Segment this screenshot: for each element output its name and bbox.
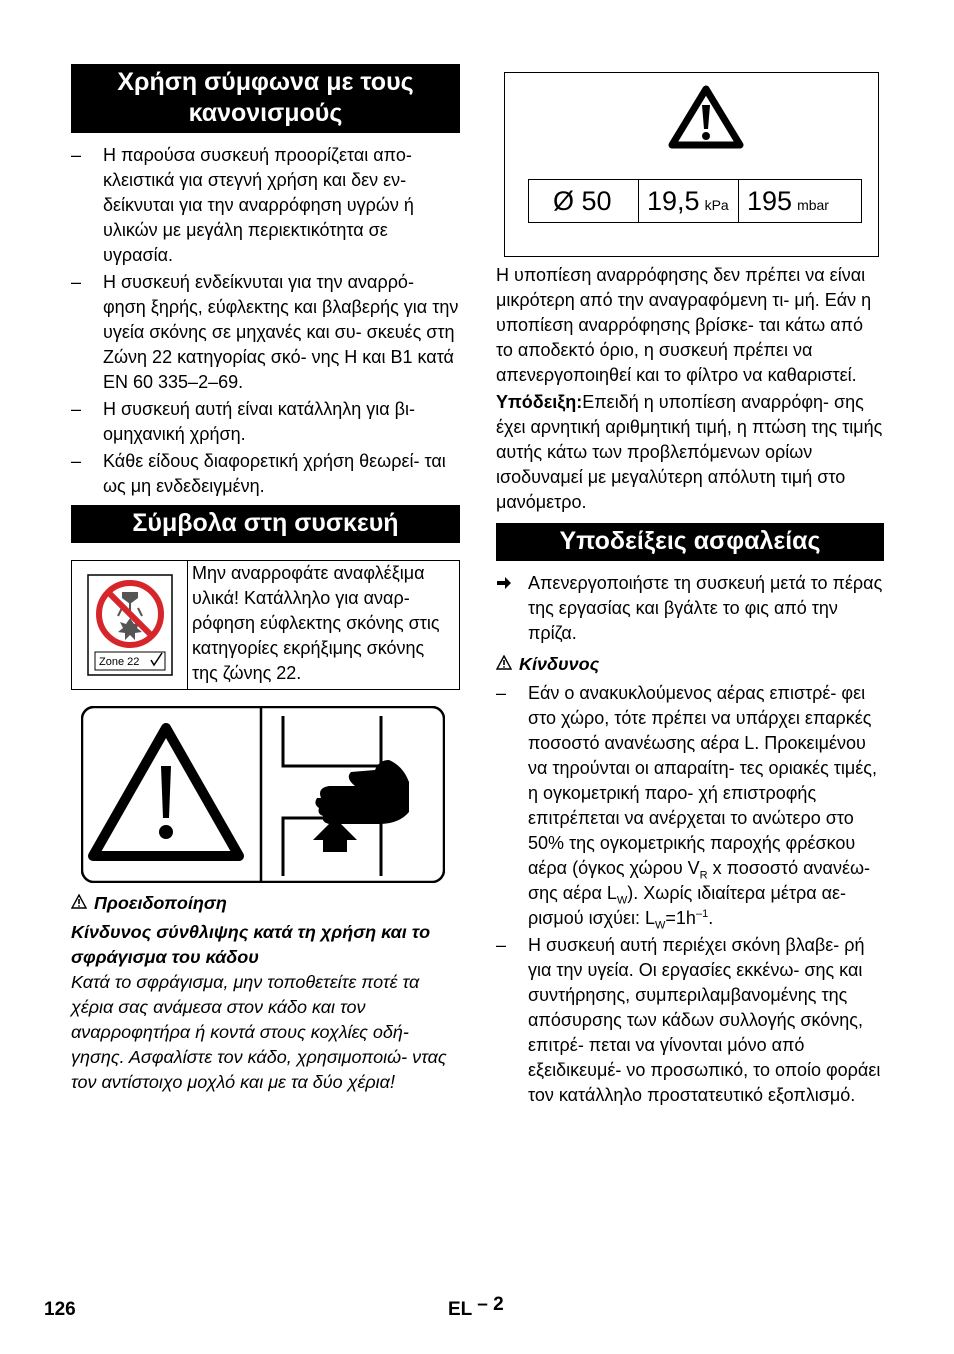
warning-triangle-icon: [71, 891, 89, 916]
pressure-kpa: 19,5 kPa: [639, 180, 739, 222]
right-column: [496, 72, 884, 1110]
warning-title: Κίνδυνος σύνθλιψης κατά τη χρήση και το σφράγισμα του κάδου: [71, 922, 431, 967]
list-item: – Η συσκευή αυτή περιέχει σκόνη βλαβε- ρή για την υγεία. Οι εργασίες εκκένω- σης και συντήρησης, συμπεριλαμβανομένης της απόσυρσης των κάδων συλλογής σκόνης, επιτρέ- πεται να γίνονται μόνο από εξειδικευμέ- νο προσωπικό, το οποίο φοράει τον κατάλληλο προστατευτικό εξοπλισμό.: [496, 935, 881, 1105]
list-item: – Εάν ο ανακυκλούμενος αέρας επιστρέ- φει στο χώρο, τότε πρέπει να υπάρχει επαρκές ποσοστό ανανέωσης αέρα L. Προκειμένου να τηρούνται οι απαραίτη- τες οριακές τιμές, η ογκομετρική παρο- χή επιστροφής επιτρέπεται να ανέρχεται το ανώτερο στο 50% της ογκομετρικής παροχής φρέσκου αέρα (όγκος χώρου $V_R$ x ποσοστό ανανέω- σης αέρα $L_W$). Χωρίς ιδιαίτερα μέτρα αε- ρισμού ισχύει: $L_W=1h^{-1}$.: [496, 683, 877, 932]
no-flammable-zone22-icon: [72, 561, 188, 689]
safety-action-list: [496, 571, 884, 646]
gauge-values-row: [528, 179, 862, 223]
section-heading-symbols: Σύμβολα στη συσκευή: [71, 505, 460, 543]
intended-use-list: [71, 143, 460, 499]
list-item: – Η συσκευή αυτή είναι κατάλληλη για βι- ομηχανική χρήση.: [71, 399, 415, 444]
arrow-right-icon: [496, 571, 512, 597]
pressure-mbar: 195 mbar: [747, 185, 829, 216]
warning-text: Κατά το σφράγισμα, μην τοποθετείτε ποτέ τα χέρια σας ανάμεσα στον κάδο και τον αναρροφητήρα ή κοντά στους κοχλίες οδή- γησης. Ασφαλίστε τον κάδο, χρησιμοποιώ- ντας τον αντίστοιχο μοχλό και με τα δύο χέρια!: [71, 972, 447, 1092]
note-paragraph: Υπόδειξη:Επειδή η υποπίεση αναρρόφη- σης έχει αρνητική αριθμητική τιμή, η πτώση της τιμής αυτής κάτω των προβλεπόμενων ορίων ισοδυναμεί με μεγαλύτερη απόλυτη τιμή στο μανόμετρο.: [496, 392, 883, 512]
crush-hazard-pictogram: [81, 706, 445, 883]
danger-list: [496, 681, 884, 1108]
list-item: – Η συσκευή ενδείκνυται για την αναρρό- φηση ξηρής, εύφλεκτης και βλαβερής για την υγεία σκόνης σε μηχανές και συ- σκευές στη Ζώνη 22 κατηγορίας σκό- νης H και B1 κατά EN 60 335–2–69.: [71, 272, 459, 392]
warning-heading: Προειδοποίηση: [71, 891, 460, 916]
list-item: – Η παρούσα συσκευή προορίζεται απο- κλειστικά για στεγνή χρήση και δεν εν- δείκνυται για την αναρρόφηση υγρών ή υλικών με μεγάλη περιεκτικότητα σε υγρασία.: [71, 145, 414, 265]
vacuum-gauge-label: [504, 72, 879, 257]
section-heading-intended-use: Χρήση σύμφωνα με τους κανονισμούς: [71, 64, 460, 133]
zone-label: Zone 22: [98, 656, 139, 668]
symbol-description: Μην αναρροφάτε αναφλέξιμα υλικά! Κατάλληλο για αναρ- ρόφηση εύφλεκτης σκόνης στις κατηγορίες εκρήξιμης σκόνης της ζώνης 22.: [192, 563, 440, 683]
section-heading-safety: Υποδείξεις ασφαλείας: [496, 523, 884, 561]
language-code: EL – 2: [448, 1294, 504, 1320]
page-number: 126: [44, 1299, 76, 1320]
list-item: Απενεργοποιήστε τη συσκευή μετά το πέρας της εργασίας και βγάλτε το φις από την πρίζα.: [496, 571, 884, 646]
hose-diameter: Ø 50: [529, 180, 639, 222]
warning-triangle-icon: [668, 85, 744, 149]
list-item: – Κάθε είδους διαφορετική χρήση θεωρεί- ται ως μη ενδεδειγμένη.: [71, 451, 446, 496]
vacuum-paragraph: Η υποπίεση αναρρόφησης δεν πρέπει να είναι μικρότερη από την αναγραφόμενη τι- μή. Εάν η υποπίεση αναρρόφησης βρίσκε- ται κάτω από το αποδεκτό όριο, η συσκευή πρέπει να απενεργοποιηθεί και το φίλτρο να καθαριστεί.: [496, 265, 872, 385]
danger-heading: Κίνδυνος: [496, 652, 884, 677]
left-column: [71, 64, 460, 1095]
symbol-table: [71, 560, 460, 690]
warning-triangle-icon: [496, 652, 514, 677]
